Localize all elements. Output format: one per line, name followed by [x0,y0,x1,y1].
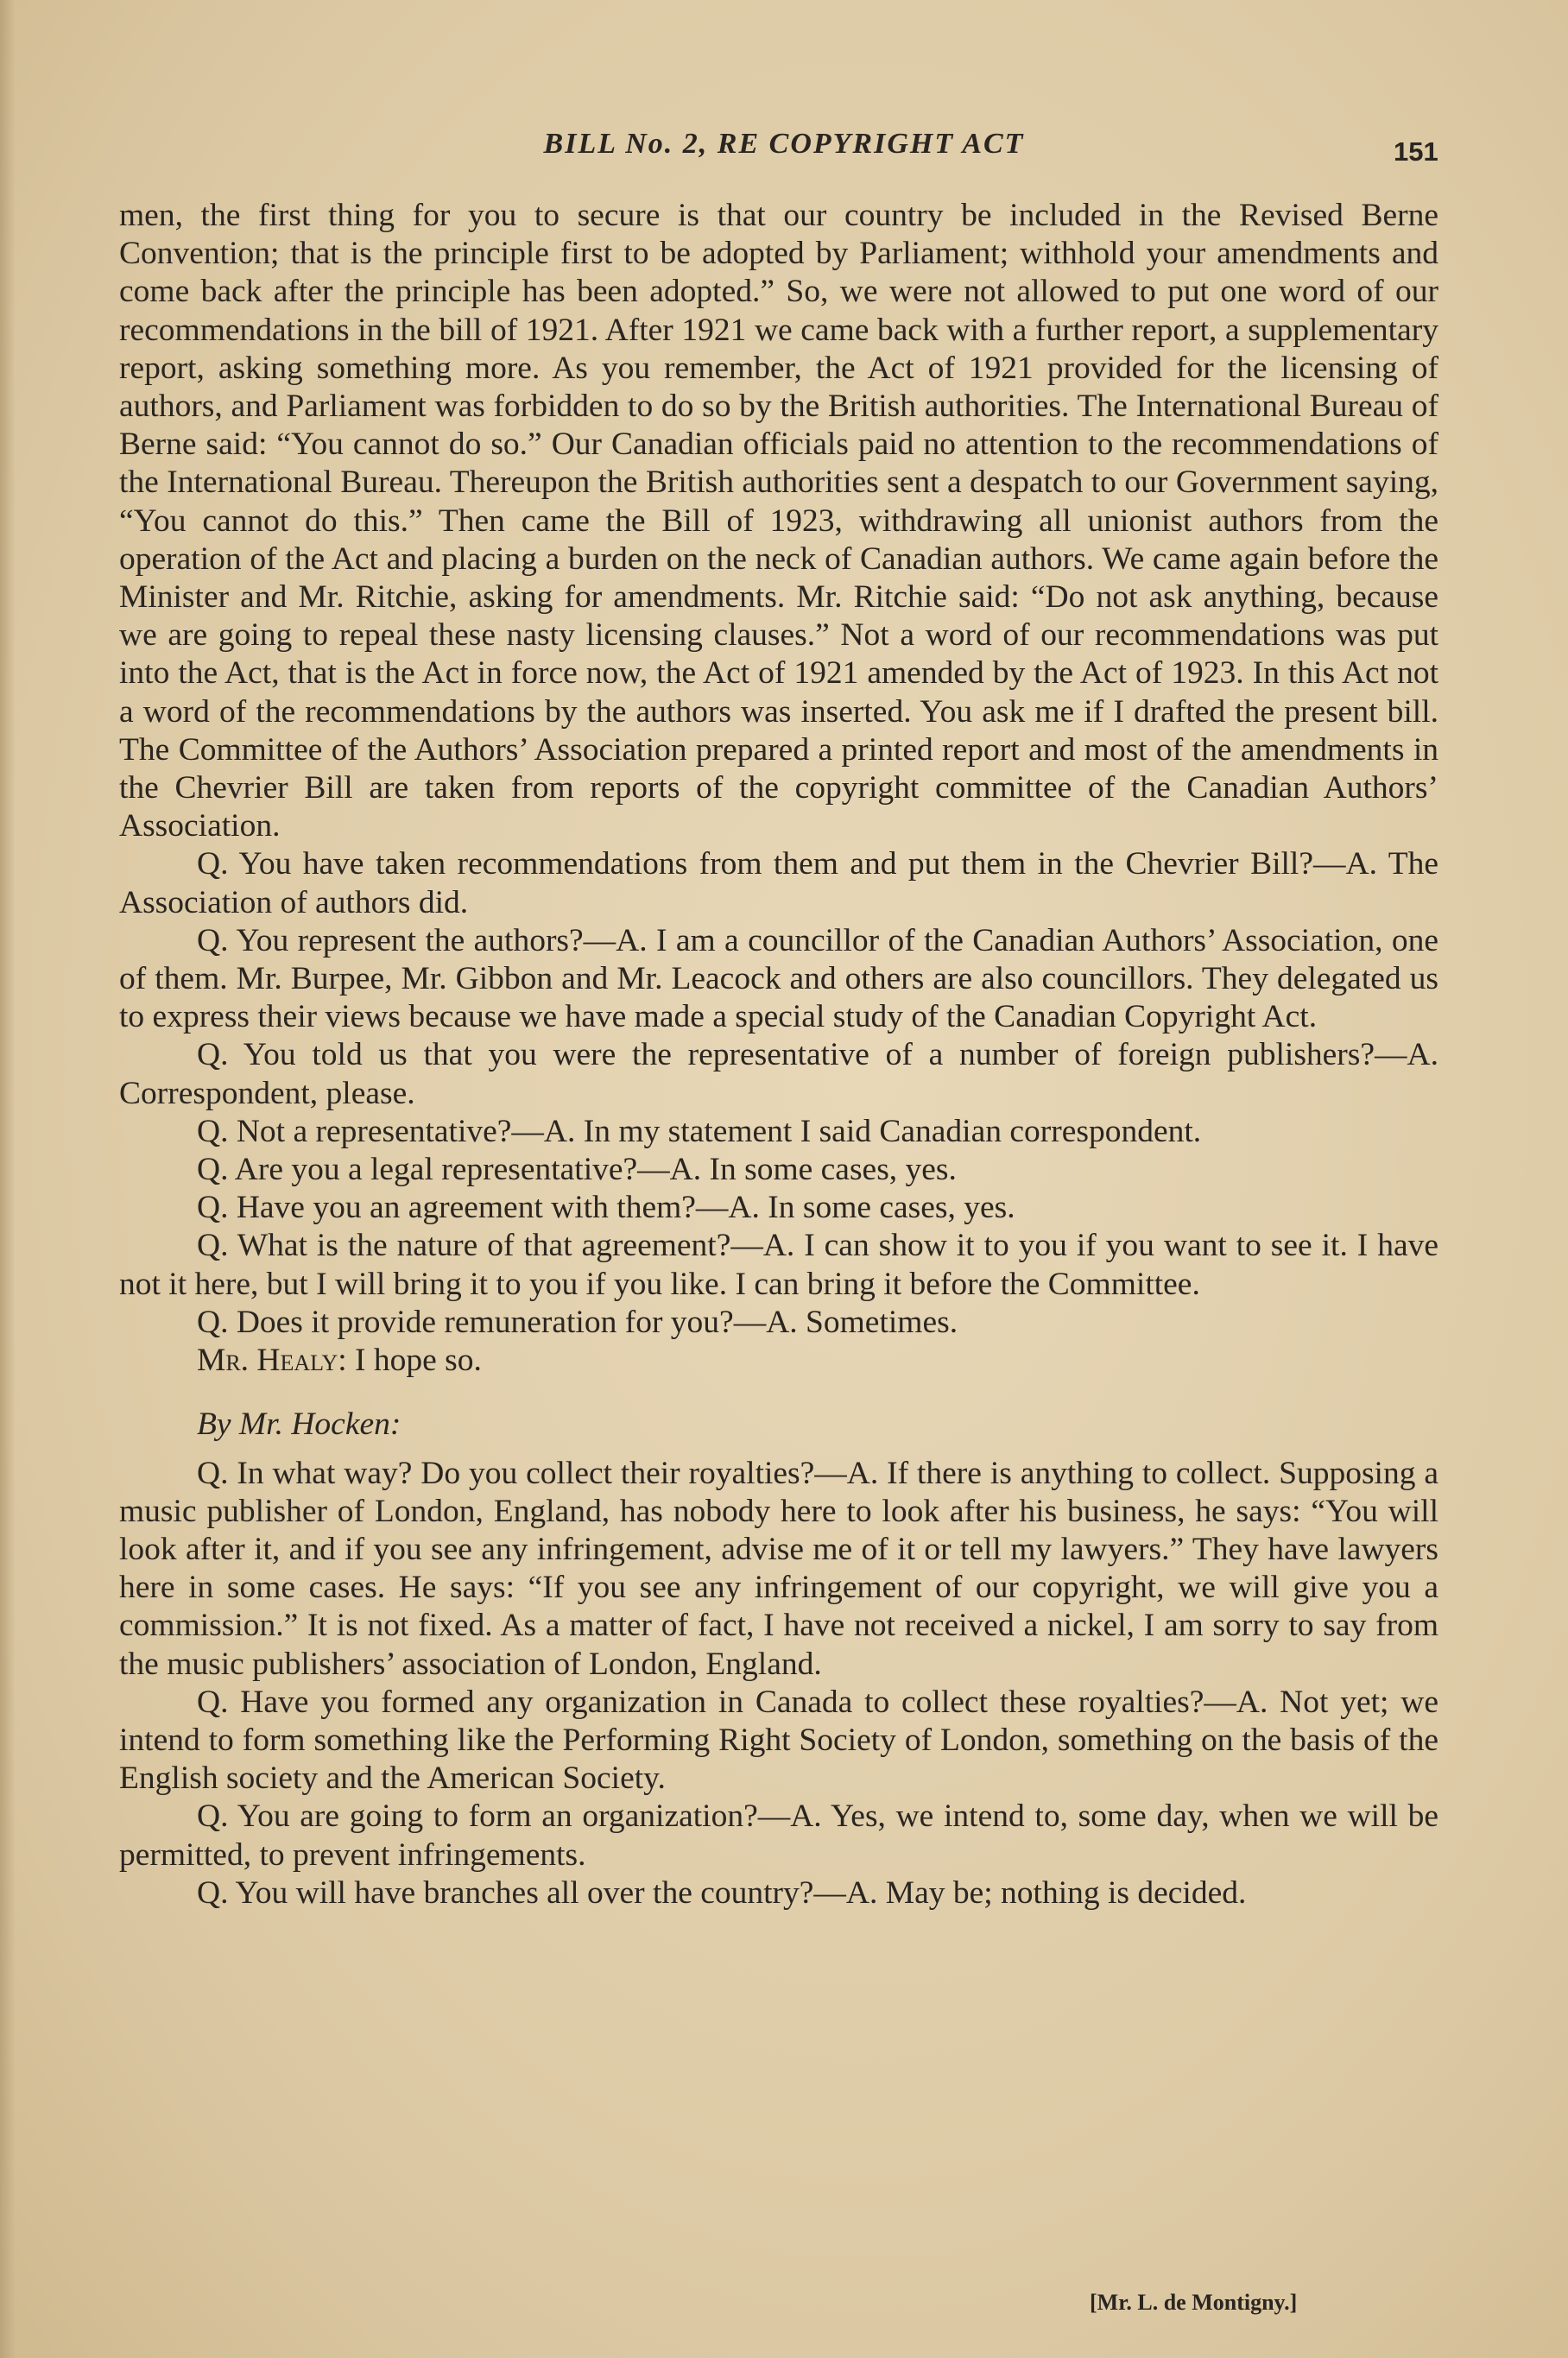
healy-remark [119,1342,1438,1380]
paragraph: Q. What is the nature of that agreement?—A. I can show it to you if you want to see it. I have not it here, but I will bring it to you if you like. I can bring it before the Committee. [119,1228,1438,1302]
paragraph: Q. You will have branches all over the country?—A. May be; nothing is decided. [197,1874,1247,1911]
speaker-remark: : I hope so. [338,1343,482,1379]
paragraph: Q. In what way? Do you collect their royalties?—A. If there is anything to collect. Supposing a music publisher of London, England, has nobody here to look after his business, he says: “You will look after it, and if you see any infringement, advise me of it or tell my lawyers.” They have lawyers here in some cases. He says: “If you see any infringement of our copyright, we will give you a commission.” It is not fixed. As a matter of fact, I have not received a nickel, I am sorry to say from the music publishers’ association of London, England. [119,1455,1438,1682]
running-title: BILL No. 2, RE COPYRIGHT ACT [543,128,1025,160]
paragraph: Q. Not a representative?—A. In my statement I said Canadian correspondent. [197,1113,1202,1149]
paragraph: Q. Are you a legal representative?—A. In some cases, yes. [197,1152,957,1188]
paragraph: Q. You have taken recommendations from them and put them in the Chevrier Bill?—A. The Association of authors did. [119,846,1438,920]
paragraph: Q. Does it provide remuneration for you?—A. Sometimes. [197,1304,958,1340]
speaker-name: Mr. Healy [197,1343,338,1379]
witness-signature: [Mr. L. de Montigny.] [1090,2290,1298,2315]
page-binding-shadow [0,0,16,2358]
page-number: 151 [1394,136,1438,167]
paragraph: Q. Have you an agreement with them?—A. In some cases, yes. [197,1190,1015,1226]
paragraph: Q. You represent the authors?—A. I am a councillor of the Canadian Authors’ Association, one of them. Mr. Burpee, Mr. Gibbon and Mr. Leacock and others are also councillors. They delegated us to express their views because we have made a special study of the Canadian Copyright Act. [119,922,1438,1035]
paragraph: Q. You are going to form an organization?—A. Yes, we intend to, some day, when we will be permitted, to prevent infringements. [119,1799,1438,1873]
examiner-label: By Mr. Hocken: [197,1407,401,1443]
body-text [119,197,1438,1912]
paragraph: Q. You told us that you were the representative of a number of foreign publishers?—A. Correspondent, please. [119,1037,1438,1111]
examiner-line [119,1406,1438,1444]
paragraph: Q. Have you formed any organization in Canada to collect these royalties?—A. Not yet; we intend to form something like the Performing Right Society of London, something on the basis of the English society and the American Society. [119,1684,1438,1797]
paragraph: men, the first thing for you to secure is that our country be included in the Revised Berne Convention; that is the principle first to be adopted by Parliament; withhold your amendments and come back after the principle has been adopted.” So, we were not allowed to put one word of our recommendations in the bill of 1921. After 1921 we came back with a further report, a supplementary report, asking something more. As you remember, the Act of 1921 provided for the licensing of authors, and Parliament was forbidden to do so by the British authorities. The International Bureau of Berne said: “You cannot do so.” Our Canadian officials paid no attention to the recommendations of the International Bureau. Thereupon the British authorities sent a despatch to our Government saying, “You cannot do this.” Then came the Bill of 1923, withdrawing all unionist authors from the operation of the Act and placing a burden on the neck of Canadian authors. We came again before the Minister and Mr. Ritchie, asking for amendments. Mr. Ritchie said: “Do not ask anything, because we are going to repeal these nasty licensing clauses.” Not a word of our recommendations was put into the Act, that is the Act in force now, the Act of 1921 amended by the Act of 1923. In this Act not a word of the recommendations by the authors was inserted. You ask me if I drafted the present bill. The Committee of the Authors’ Association prepared a printed report and most of the amendments in the Chevrier Bill are taken from reports of the copyright committee of the Canadian Authors’ Association. [119,198,1438,844]
